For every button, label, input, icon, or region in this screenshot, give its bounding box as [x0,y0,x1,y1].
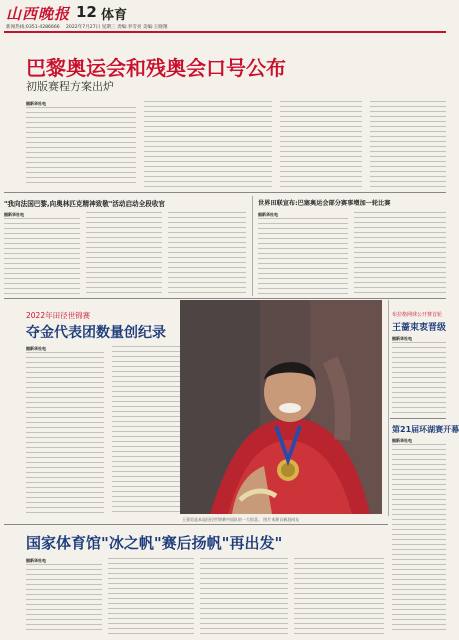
divider-1 [4,192,446,193]
lake-byline: 据新华社电 [392,438,412,443]
lead-body-col2 [144,101,272,187]
divider-v1 [252,196,253,296]
lake-body [392,444,446,634]
masthead-rule [4,31,446,33]
lead-byline: 据新华社电 [26,101,46,106]
bottom-headline: 国家体育馆"冰之帆"赛后扬帆"再出发" [26,534,283,552]
bottom-body-col3 [200,558,288,634]
bottom-body-col1 [26,564,102,634]
slogan-body-col3 [168,212,246,294]
tennis-body [392,342,446,414]
section-title: 体育 [101,8,128,23]
athlete-photo [180,300,382,514]
date-line: 2022年7月27日 星期三 责编:李雪亮 美编:王晓翔 [66,25,168,30]
lake-headline: 第21届环湖赛开幕 [392,425,459,434]
tennis-headline: 王蔷束衷晋级 [392,323,447,333]
masthead [4,3,446,33]
bottom-body-col2 [108,558,194,634]
slogan-body-col1 [4,218,80,294]
lead-subhead: 初版赛程方案出炉 [26,80,114,93]
lead-body-col3 [280,101,362,187]
slogan-byline: 据新华社电 [4,212,24,217]
lead-headline: 巴黎奥运会和残奥会口号公布 [26,56,286,80]
cup-kicker: 2022年田径世锦赛 [26,311,91,320]
photo-caption: 王嘉男是本届田径世锦赛中国队的一大惊喜。 图片来源自新浪网友 [182,517,300,522]
newspaper-logo: 山西晚报 [6,5,71,23]
tennis-kicker: 布拉格网球公开赛首轮 [392,312,443,318]
worlds-headline: 世界田联宣布:巴塞奥运会部分赛事增加一轮比赛 [258,200,391,207]
bottom-byline: 据新华社电 [26,558,46,563]
slogan-headline: "我向法国巴黎,向奥林匹克精神致敬"活动启动全段收官 [4,200,166,208]
cup-body-col2 [112,346,188,516]
tennis-byline: 据新华社电 [392,336,412,341]
slogan-body-col2 [86,212,162,294]
lead-body-col4 [370,101,446,187]
divider-4 [4,524,388,525]
athlete-photo-art [180,300,382,514]
worlds-body-col1 [258,218,348,294]
divider-3 [390,418,446,419]
worlds-byline: 据新华社电 [258,212,278,217]
worlds-body-col2 [354,212,446,294]
cup-headline: 夺金代表团数量创纪录 [26,325,166,341]
lead-body-col1 [26,107,136,187]
bottom-body-col4 [294,558,384,634]
page-number: 12 [76,3,97,21]
cup-byline: 据新华社电 [26,346,46,351]
divider-v2 [388,300,389,516]
divider-2 [4,298,446,299]
hotline: 新闻热线:0351-4286666 [6,25,60,30]
cup-body-col1 [26,352,104,516]
